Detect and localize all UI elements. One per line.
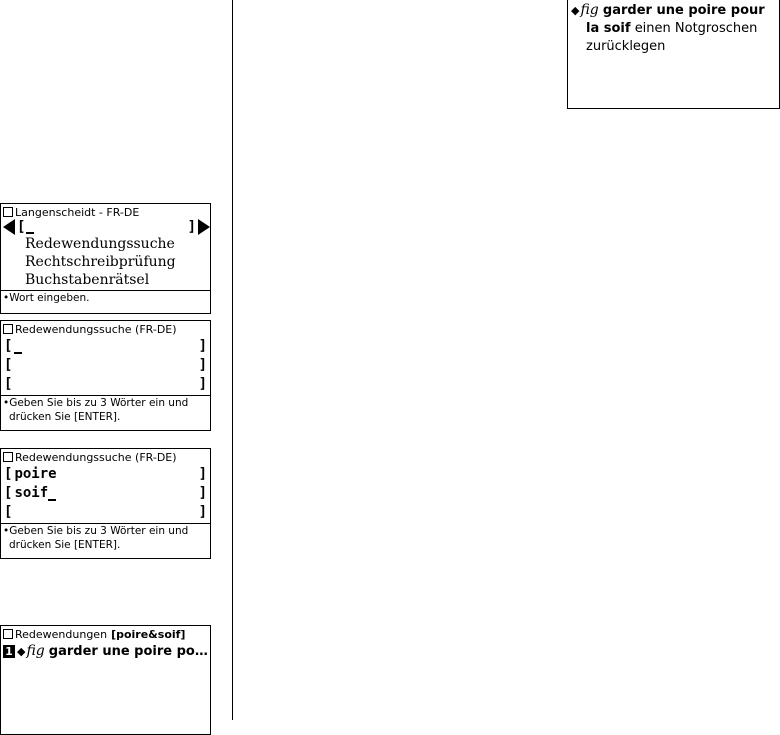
text-cursor (14, 340, 22, 354)
screen-results (0, 625, 211, 735)
hint-text: •Wort eingeben. (3, 292, 90, 304)
field-content: poire (14, 465, 57, 482)
hint-text-line-2: drücken Sie [ENTER]. (9, 539, 121, 551)
window-icon (3, 452, 13, 462)
bracket-right: ] (198, 375, 207, 392)
menu-item-redewendungssuche[interactable]: Redewendungssuche (25, 236, 175, 252)
screen-title-bar (1, 204, 210, 219)
search-field-3[interactable] (1, 502, 210, 521)
bracket-left: [ (4, 375, 13, 392)
hint-text-line-1: •Geben Sie bis zu 3 Wörter ein und (3, 525, 189, 537)
menu-item-buchstabenraetsel[interactable]: Buchstabenrätsel (25, 272, 150, 288)
bracket-left: [ (4, 484, 13, 501)
bracket-left: [ (17, 219, 26, 235)
screen-title-bar (1, 321, 210, 336)
bracket-right: ] (198, 337, 207, 354)
screen-main-menu (0, 203, 211, 314)
result-number-badge: 1 (3, 645, 15, 658)
bracket-left: [ (4, 503, 13, 520)
search-field-2[interactable] (1, 355, 210, 374)
menu-item-rechtschreibpruefung[interactable]: Rechtschreibprüfung (25, 254, 176, 270)
bracket-left: [ (4, 465, 13, 482)
text-cursor (48, 487, 56, 501)
usage-label: fig (26, 643, 45, 659)
detail-line-1 (571, 1, 776, 20)
translation-text-2: zurücklegen (586, 39, 666, 54)
screen-title-bar (1, 626, 210, 641)
field-content: soif (14, 484, 49, 501)
screen-title: Redewendungssuche (FR-DE) (15, 450, 177, 464)
translation-text-1: einen Notgroschen (634, 21, 758, 36)
field-content (12, 338, 198, 354)
bracket-right: ] (187, 219, 196, 235)
field-content-wrap (12, 485, 198, 501)
result-item[interactable] (1, 641, 210, 661)
screen-title: Langenscheidt - FR-DE (15, 205, 140, 219)
bracket-left: [ (4, 356, 13, 373)
bracket-left: [ (4, 337, 13, 354)
search-field-2[interactable] (1, 483, 210, 502)
screen-title-bar (1, 449, 210, 464)
bracket-right: ] (198, 503, 207, 520)
search-field-1[interactable] (1, 336, 210, 355)
hint-text-line-1: •Geben Sie bis zu 3 Wörter ein und (3, 397, 189, 409)
text-cursor (26, 220, 34, 234)
diamond-icon: ◆ (571, 4, 580, 17)
detail-panel (567, 0, 780, 109)
phrase-text-1: garder une poire pour (602, 3, 765, 18)
search-query: [poire&soif] (111, 627, 186, 641)
bracket-right: ] (198, 465, 207, 482)
input-row[interactable] (1, 219, 210, 235)
window-icon (3, 629, 13, 639)
screen-search-filled (0, 448, 211, 559)
search-field-3[interactable] (1, 374, 210, 393)
usage-label: fig (580, 2, 599, 18)
detail-line-3 (571, 38, 776, 56)
search-field-1[interactable] (1, 464, 210, 483)
vertical-divider (232, 0, 233, 720)
screen-title: Redewendungen (15, 627, 108, 641)
window-icon (3, 324, 13, 334)
hint-text-line-2: drücken Sie [ENTER]. (9, 411, 121, 423)
arrow-left-icon[interactable] (3, 219, 15, 235)
screen-search-empty (0, 320, 211, 431)
phrase-text-2: la soif (586, 21, 631, 36)
screen-title: Redewendungssuche (FR-DE) (15, 322, 177, 336)
result-text: garder une poire po… (48, 643, 208, 659)
detail-line-2 (571, 20, 776, 38)
diamond-icon: ◆ (17, 644, 26, 658)
arrow-right-icon[interactable] (198, 219, 210, 235)
bracket-right: ] (198, 356, 207, 373)
bracket-right: ] (198, 484, 207, 501)
window-icon (3, 207, 13, 217)
